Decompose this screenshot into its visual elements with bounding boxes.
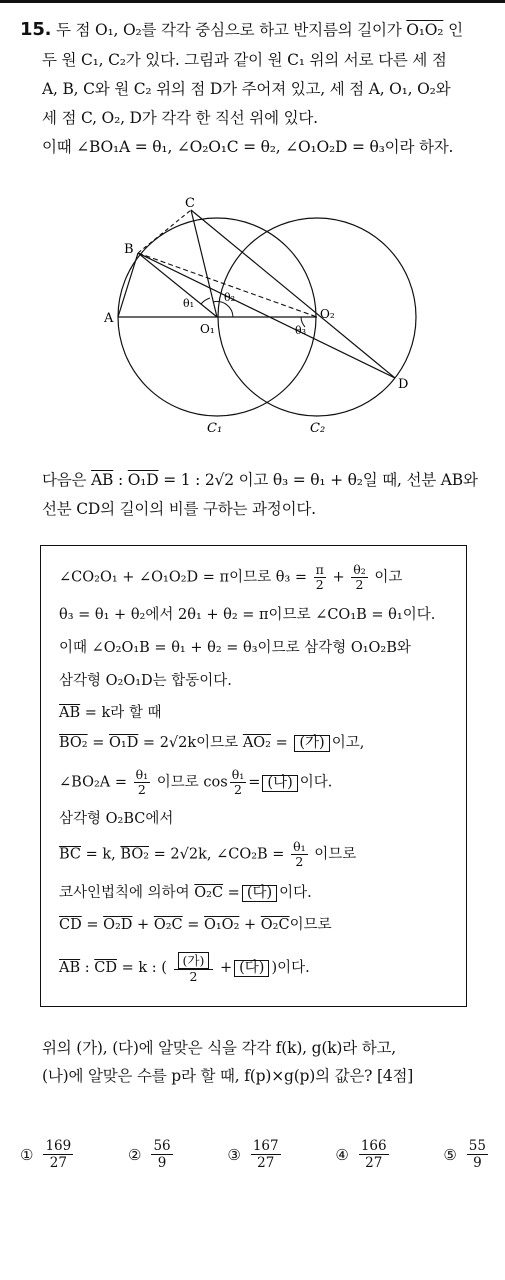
- box-line-7: ∠BO₂A = $\frac{\text{θ₁}}{2}$ 이므로 cos $\frac{\text{θ₁}}{2}$ = (나) 이다.: [59, 767, 333, 797]
- box-line-10: 코사인법칙에 의하여 O₂C = (다) 이다.: [59, 885, 312, 901]
- problem-line-4: 세 점 C, O₂, D가 각각 한 직선 위에 있다.: [42, 109, 318, 127]
- blank-na: (나): [262, 775, 297, 792]
- problem-line-5: 이때 ∠BO₁A = θ₁, ∠O₂O₁C = θ₂, ∠O₁O₂D = θ₃이라 하자.: [42, 138, 454, 156]
- dashed-B-O2: [138, 253, 317, 317]
- box-line-5: $\overline{AB} = k$라 할 때: [59, 705, 162, 721]
- label-A: A: [104, 311, 114, 326]
- label-O1: O₁: [200, 322, 215, 336]
- blank-ga-ref: (가): [178, 952, 210, 969]
- label-theta2: θ₂: [224, 291, 236, 304]
- label-C: C: [185, 196, 195, 211]
- question-line-1: 위의 (가), (다)에 알맞은 식을 각각 f(k), g(k)라 하고,: [42, 1039, 397, 1057]
- top-rule: [0, 0, 505, 3]
- blank-ga: (가): [294, 735, 329, 752]
- question-line-2: (나)에 알맞은 수를 p라 할 때, f(p)×g(p)의 값은? [4점]: [42, 1067, 414, 1085]
- label-D: D: [398, 377, 409, 392]
- problem-line-3: A, B, C와 원 C₂ 위의 점 D가 주어져 있고, 세 점 A, O₁, O₂와: [42, 80, 451, 98]
- fraction: $\frac{\text{θ₁}}{2}$: [231, 767, 245, 797]
- fraction: $\frac{167}{27}$: [252, 1138, 279, 1171]
- box-line-1: ∠CO₂O₁ + ∠O₁O₂D = π이므로 θ₃ = $\frac{\pi}{2}$ + $\frac{\text{θ₂}}{2}$ 이고: [59, 562, 403, 592]
- condition-line-2: 선분 CD의 길이의 비를 구하는 과정이다.: [42, 500, 316, 518]
- fraction: $\frac{\text{θ₁}}{2}$: [135, 767, 149, 797]
- box-line-6: BO₂ = O₁D = 2√2k이므로 AO₂ = (가) 이고,: [59, 735, 365, 751]
- blank-da-ref: (다): [234, 960, 269, 977]
- fraction: $\frac{\pi}{2}$: [315, 562, 324, 592]
- choice-4[interactable]: ④ $\frac{166}{27}$: [335, 1138, 387, 1171]
- answer-choices: [20, 1138, 490, 1171]
- fraction: $\frac{\text{θ₁}}{2}$: [293, 839, 306, 869]
- label-theta3: θ₃: [295, 324, 307, 337]
- segment-A-B: [118, 253, 138, 317]
- fraction: $\frac{\text{(가)}}{2}$: [174, 952, 214, 984]
- label-O2: O₂: [320, 307, 335, 321]
- problem-number: 15.: [20, 19, 52, 40]
- condition-line-1: 다음은 $\overline{AB}$ : O₁D = 1 : 2√2 이고 θ₃ = θ₁ + θ₂일 때, 선분 AB와: [42, 471, 478, 489]
- fraction: $\frac{169}{27}$: [45, 1138, 72, 1171]
- box-line-4: 삼각형 O₂O₁D는 합동이다.: [59, 673, 232, 689]
- fraction: $\frac{166}{27}$: [360, 1138, 387, 1171]
- fraction: $\frac{\text{θ₂}}{2}$: [353, 562, 366, 592]
- problem-line-1: 15. 두 점 O₁, O₂를 각각 중심으로 하고 반지름의 길이가 O₁O₂ 인: [20, 19, 463, 40]
- box-line-8: 삼각형 O₂BC에서: [59, 811, 174, 827]
- fraction: $\frac{55}{9}$: [468, 1138, 486, 1171]
- fraction: $\frac{56}{9}$: [153, 1138, 171, 1171]
- angle-arc-theta1: [201, 298, 210, 304]
- label-B: B: [124, 242, 134, 257]
- dashed-B-C: [138, 210, 191, 253]
- box-line-9: $\overline{BC} = k$, BO₂ = 2√2k, ∠CO₂B = $\frac{\text{θ₁}}{2}$ 이므로: [59, 839, 357, 869]
- choice-2[interactable]: ② $\frac{56}{9}$: [127, 1138, 171, 1171]
- box-line-3: 이때 ∠O₂O₁B = θ₁ + θ₂ = θ₃이므로 삼각형 O₁O₂B와: [59, 640, 411, 656]
- box-line-11: $\overline{CD} = O_2D + O_2C = O_1O_2 + O_2C$이므로: [59, 917, 332, 933]
- choice-3[interactable]: ③ $\frac{167}{27}$: [227, 1138, 279, 1171]
- label-theta1: θ₁: [183, 297, 195, 310]
- label-C1: C₁: [207, 421, 223, 436]
- box-line-2: θ₃ = θ₁ + θ₂에서 2θ₁ + θ₂ = π이므로 ∠CO₁B = θ₁이다.: [59, 607, 436, 623]
- blank-da: (다): [242, 885, 277, 902]
- problem-line-2: 두 원 C₁, C₂가 있다. 그림과 같이 원 C₁ 위의 서로 다른 세 점: [42, 51, 447, 69]
- choice-5[interactable]: ⑤ $\frac{55}{9}$: [443, 1138, 486, 1171]
- solution-box: [40, 545, 467, 1007]
- box-line-12: $\overline{AB}$ : $\overline{CD} = k$ : ( $\frac{\text{(가)}}{2}$ + (다) )이다.: [59, 953, 310, 984]
- label-C2: C₂: [310, 421, 326, 436]
- geometry-figure: [0, 170, 505, 445]
- choice-1[interactable]: ① $\frac{169}{27}$: [20, 1138, 72, 1171]
